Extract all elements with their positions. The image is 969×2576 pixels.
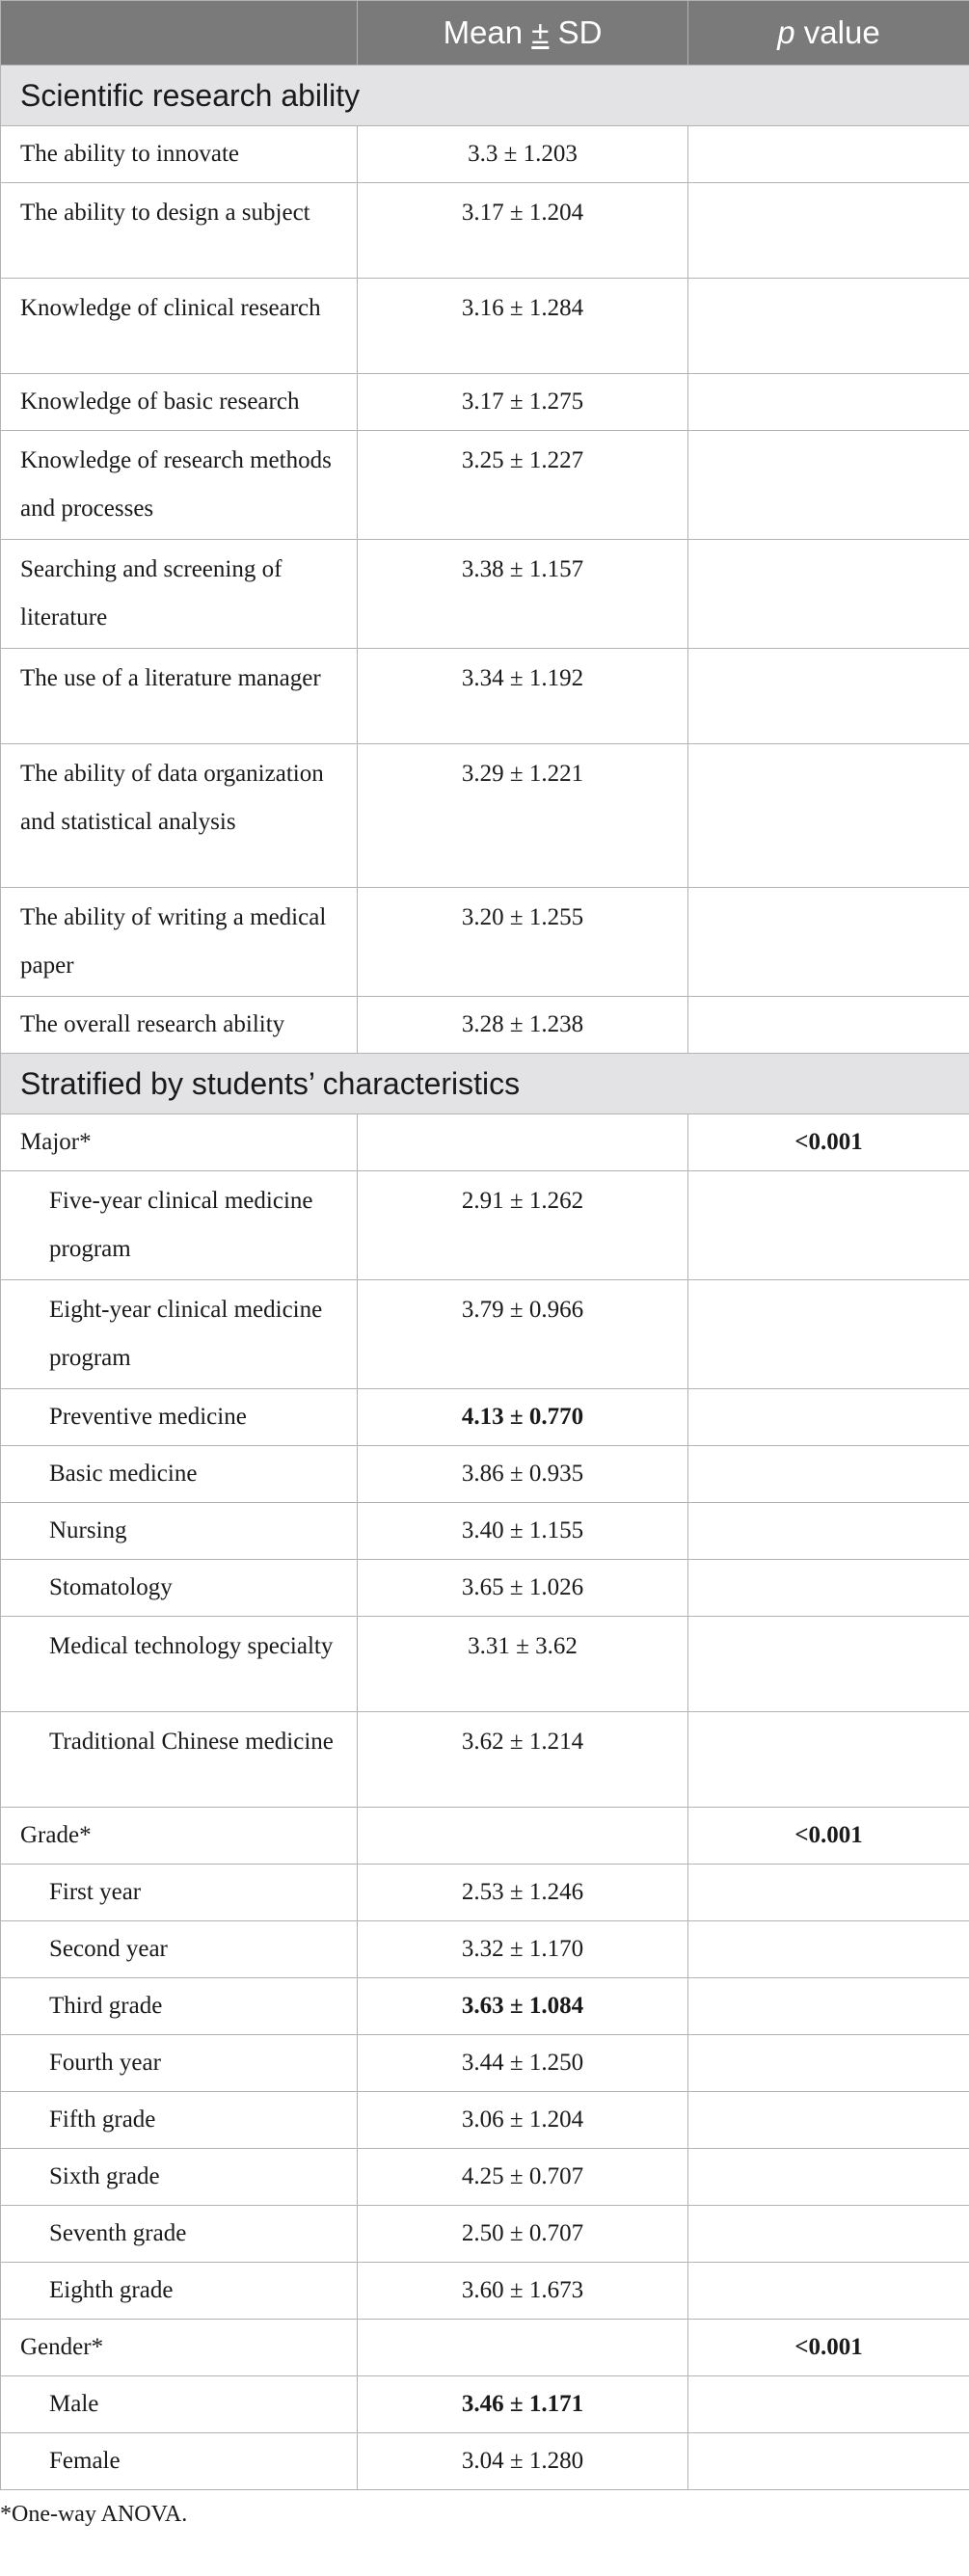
row-label: The ability of data organization and statistical analysis <box>1 744 358 888</box>
group-row <box>1 2320 969 2376</box>
p-value-cell <box>688 540 969 649</box>
table-row <box>1 279 969 374</box>
table-row <box>1 1560 969 1617</box>
mean-sd-cell: 3.86 ± 0.935 <box>358 1446 688 1503</box>
mean-sd-cell: 3.32 ± 1.170 <box>358 1921 688 1978</box>
mean-sd-cell: 3.16 ± 1.284 <box>358 279 688 374</box>
p-value-cell: <0.001 <box>688 1114 969 1171</box>
table-row <box>1 1978 969 2035</box>
row-label: Searching and screening of literature <box>1 540 358 649</box>
mean-sd-cell: 3.31 ± 3.62 <box>358 1617 688 1712</box>
row-label: Knowledge of research methods and processes <box>1 431 358 540</box>
header-pm-symbol: ± <box>531 14 550 50</box>
mean-sd-cell: 3.79 ± 0.966 <box>358 1280 688 1389</box>
table-row <box>1 1446 969 1503</box>
p-value-cell <box>688 1560 969 1617</box>
row-label: Third grade <box>1 1978 358 2035</box>
row-label: Medical technology specialty <box>1 1617 358 1712</box>
row-label: Seventh grade <box>1 2206 358 2263</box>
p-value-cell <box>688 1921 969 1978</box>
mean-sd-cell: 3.3 ± 1.203 <box>358 126 688 183</box>
mean-sd-cell: 3.34 ± 1.192 <box>358 649 688 744</box>
table-row <box>1 2433 969 2490</box>
p-value-cell <box>688 2149 969 2206</box>
p-value-cell <box>688 1503 969 1560</box>
row-label: Knowledge of basic research <box>1 374 358 431</box>
mean-sd-cell: 3.25 ± 1.227 <box>358 431 688 540</box>
p-value-cell <box>688 1446 969 1503</box>
row-label: Grade* <box>1 1808 358 1865</box>
mean-sd-cell: 3.17 ± 1.275 <box>358 374 688 431</box>
section-header-row <box>1 1054 969 1114</box>
mean-sd-cell: 3.44 ± 1.250 <box>358 2035 688 2092</box>
row-label: The ability to innovate <box>1 126 358 183</box>
section-header-row <box>1 66 969 126</box>
p-value-cell <box>688 1712 969 1808</box>
row-label: Stomatology <box>1 1560 358 1617</box>
row-label: Second year <box>1 1921 358 1978</box>
table-row <box>1 2035 969 2092</box>
table-header <box>1 1 969 66</box>
mean-sd-cell: 3.28 ± 1.238 <box>358 997 688 1054</box>
mean-sd-cell <box>358 2320 688 2376</box>
section-title: Stratified by students’ characteristics <box>1 1054 969 1114</box>
p-value-cell <box>688 1389 969 1446</box>
row-label: Preventive medicine <box>1 1389 358 1446</box>
table-row <box>1 2263 969 2320</box>
section-title: Scientific research ability <box>1 66 969 126</box>
row-label: The use of a literature manager <box>1 649 358 744</box>
p-value-cell <box>688 997 969 1054</box>
table-row <box>1 431 969 540</box>
table-row <box>1 997 969 1054</box>
row-label: Major* <box>1 1114 358 1171</box>
table-row <box>1 2092 969 2149</box>
p-value-cell <box>688 1280 969 1389</box>
row-label: Female <box>1 2433 358 2490</box>
row-label: The ability of writing a medical paper <box>1 888 358 997</box>
p-value-cell <box>688 2206 969 2263</box>
row-label: Basic medicine <box>1 1446 358 1503</box>
p-value-cell <box>688 744 969 888</box>
mean-sd-cell: 3.60 ± 1.673 <box>358 2263 688 2320</box>
p-value-cell: <0.001 <box>688 2320 969 2376</box>
row-label: First year <box>1 1865 358 1921</box>
p-value-cell: <0.001 <box>688 1808 969 1865</box>
group-row <box>1 1808 969 1865</box>
p-value-cell <box>688 374 969 431</box>
mean-sd-cell: 3.63 ± 1.084 <box>358 1978 688 2035</box>
mean-sd-cell: 3.40 ± 1.155 <box>358 1503 688 1560</box>
table-row <box>1 1617 969 1712</box>
table-row <box>1 1865 969 1921</box>
mean-sd-cell: 4.13 ± 0.770 <box>358 1389 688 1446</box>
mean-sd-cell: 2.53 ± 1.246 <box>358 1865 688 1921</box>
table-row <box>1 1503 969 1560</box>
p-value-cell <box>688 1978 969 2035</box>
p-value-cell <box>688 183 969 279</box>
header-p-letter: p <box>777 14 795 50</box>
p-value-cell <box>688 888 969 997</box>
mean-sd-cell: 3.38 ± 1.157 <box>358 540 688 649</box>
table-row <box>1 1921 969 1978</box>
p-value-cell <box>688 1865 969 1921</box>
p-value-cell <box>688 2376 969 2433</box>
row-label: The ability to design a subject <box>1 183 358 279</box>
p-value-cell <box>688 2433 969 2490</box>
row-label: Eight-year clinical medicine program <box>1 1280 358 1389</box>
table-row <box>1 1712 969 1808</box>
mean-sd-cell: 3.17 ± 1.204 <box>358 183 688 279</box>
row-label: Fifth grade <box>1 2092 358 2149</box>
mean-sd-cell: 2.50 ± 0.707 <box>358 2206 688 2263</box>
header-p-value <box>688 1 969 66</box>
mean-sd-cell: 3.65 ± 1.026 <box>358 1560 688 1617</box>
mean-sd-cell: 3.62 ± 1.214 <box>358 1712 688 1808</box>
table-row <box>1 540 969 649</box>
header-empty-cell <box>1 1 358 66</box>
table-body <box>1 66 969 2490</box>
p-value-cell <box>688 126 969 183</box>
header-sd-label: SD <box>549 14 603 50</box>
p-value-cell <box>688 1617 969 1712</box>
table-row <box>1 1389 969 1446</box>
table-footnote: *One-way ANOVA. <box>0 2502 188 2527</box>
mean-sd-cell: 2.91 ± 1.262 <box>358 1171 688 1280</box>
mean-sd-cell: 4.25 ± 0.707 <box>358 2149 688 2206</box>
p-value-cell <box>688 2263 969 2320</box>
row-label: Fourth year <box>1 2035 358 2092</box>
header-mean-label: Mean <box>443 14 532 50</box>
mean-sd-cell: 3.04 ± 1.280 <box>358 2433 688 2490</box>
p-value-cell <box>688 2092 969 2149</box>
table-row <box>1 126 969 183</box>
row-label: Eighth grade <box>1 2263 358 2320</box>
row-label: Traditional Chinese medicine <box>1 1712 358 1808</box>
p-value-cell <box>688 431 969 540</box>
row-label: The overall research ability <box>1 997 358 1054</box>
table-row <box>1 1280 969 1389</box>
table-row <box>1 2206 969 2263</box>
row-label: Five-year clinical medicine program <box>1 1171 358 1280</box>
table-row <box>1 649 969 744</box>
mean-sd-cell: 3.06 ± 1.204 <box>358 2092 688 2149</box>
p-value-cell <box>688 649 969 744</box>
row-label: Gender* <box>1 2320 358 2376</box>
table-row <box>1 2376 969 2433</box>
mean-sd-cell: 3.20 ± 1.255 <box>358 888 688 997</box>
mean-sd-cell: 3.46 ± 1.171 <box>358 2376 688 2433</box>
mean-sd-cell <box>358 1808 688 1865</box>
row-label: Knowledge of clinical research <box>1 279 358 374</box>
mean-sd-cell: 3.29 ± 1.221 <box>358 744 688 888</box>
table-row <box>1 374 969 431</box>
row-label: Nursing <box>1 1503 358 1560</box>
table-row <box>1 888 969 997</box>
p-value-cell <box>688 279 969 374</box>
p-value-cell <box>688 1171 969 1280</box>
row-label: Male <box>1 2376 358 2433</box>
table-row <box>1 2149 969 2206</box>
table-row <box>1 183 969 279</box>
mean-sd-cell <box>358 1114 688 1171</box>
table-row <box>1 744 969 888</box>
p-value-cell <box>688 2035 969 2092</box>
header-mean-sd <box>358 1 688 66</box>
table-row <box>1 1171 969 1280</box>
header-value-label: value <box>794 14 880 50</box>
row-label: Sixth grade <box>1 2149 358 2206</box>
group-row <box>1 1114 969 1171</box>
